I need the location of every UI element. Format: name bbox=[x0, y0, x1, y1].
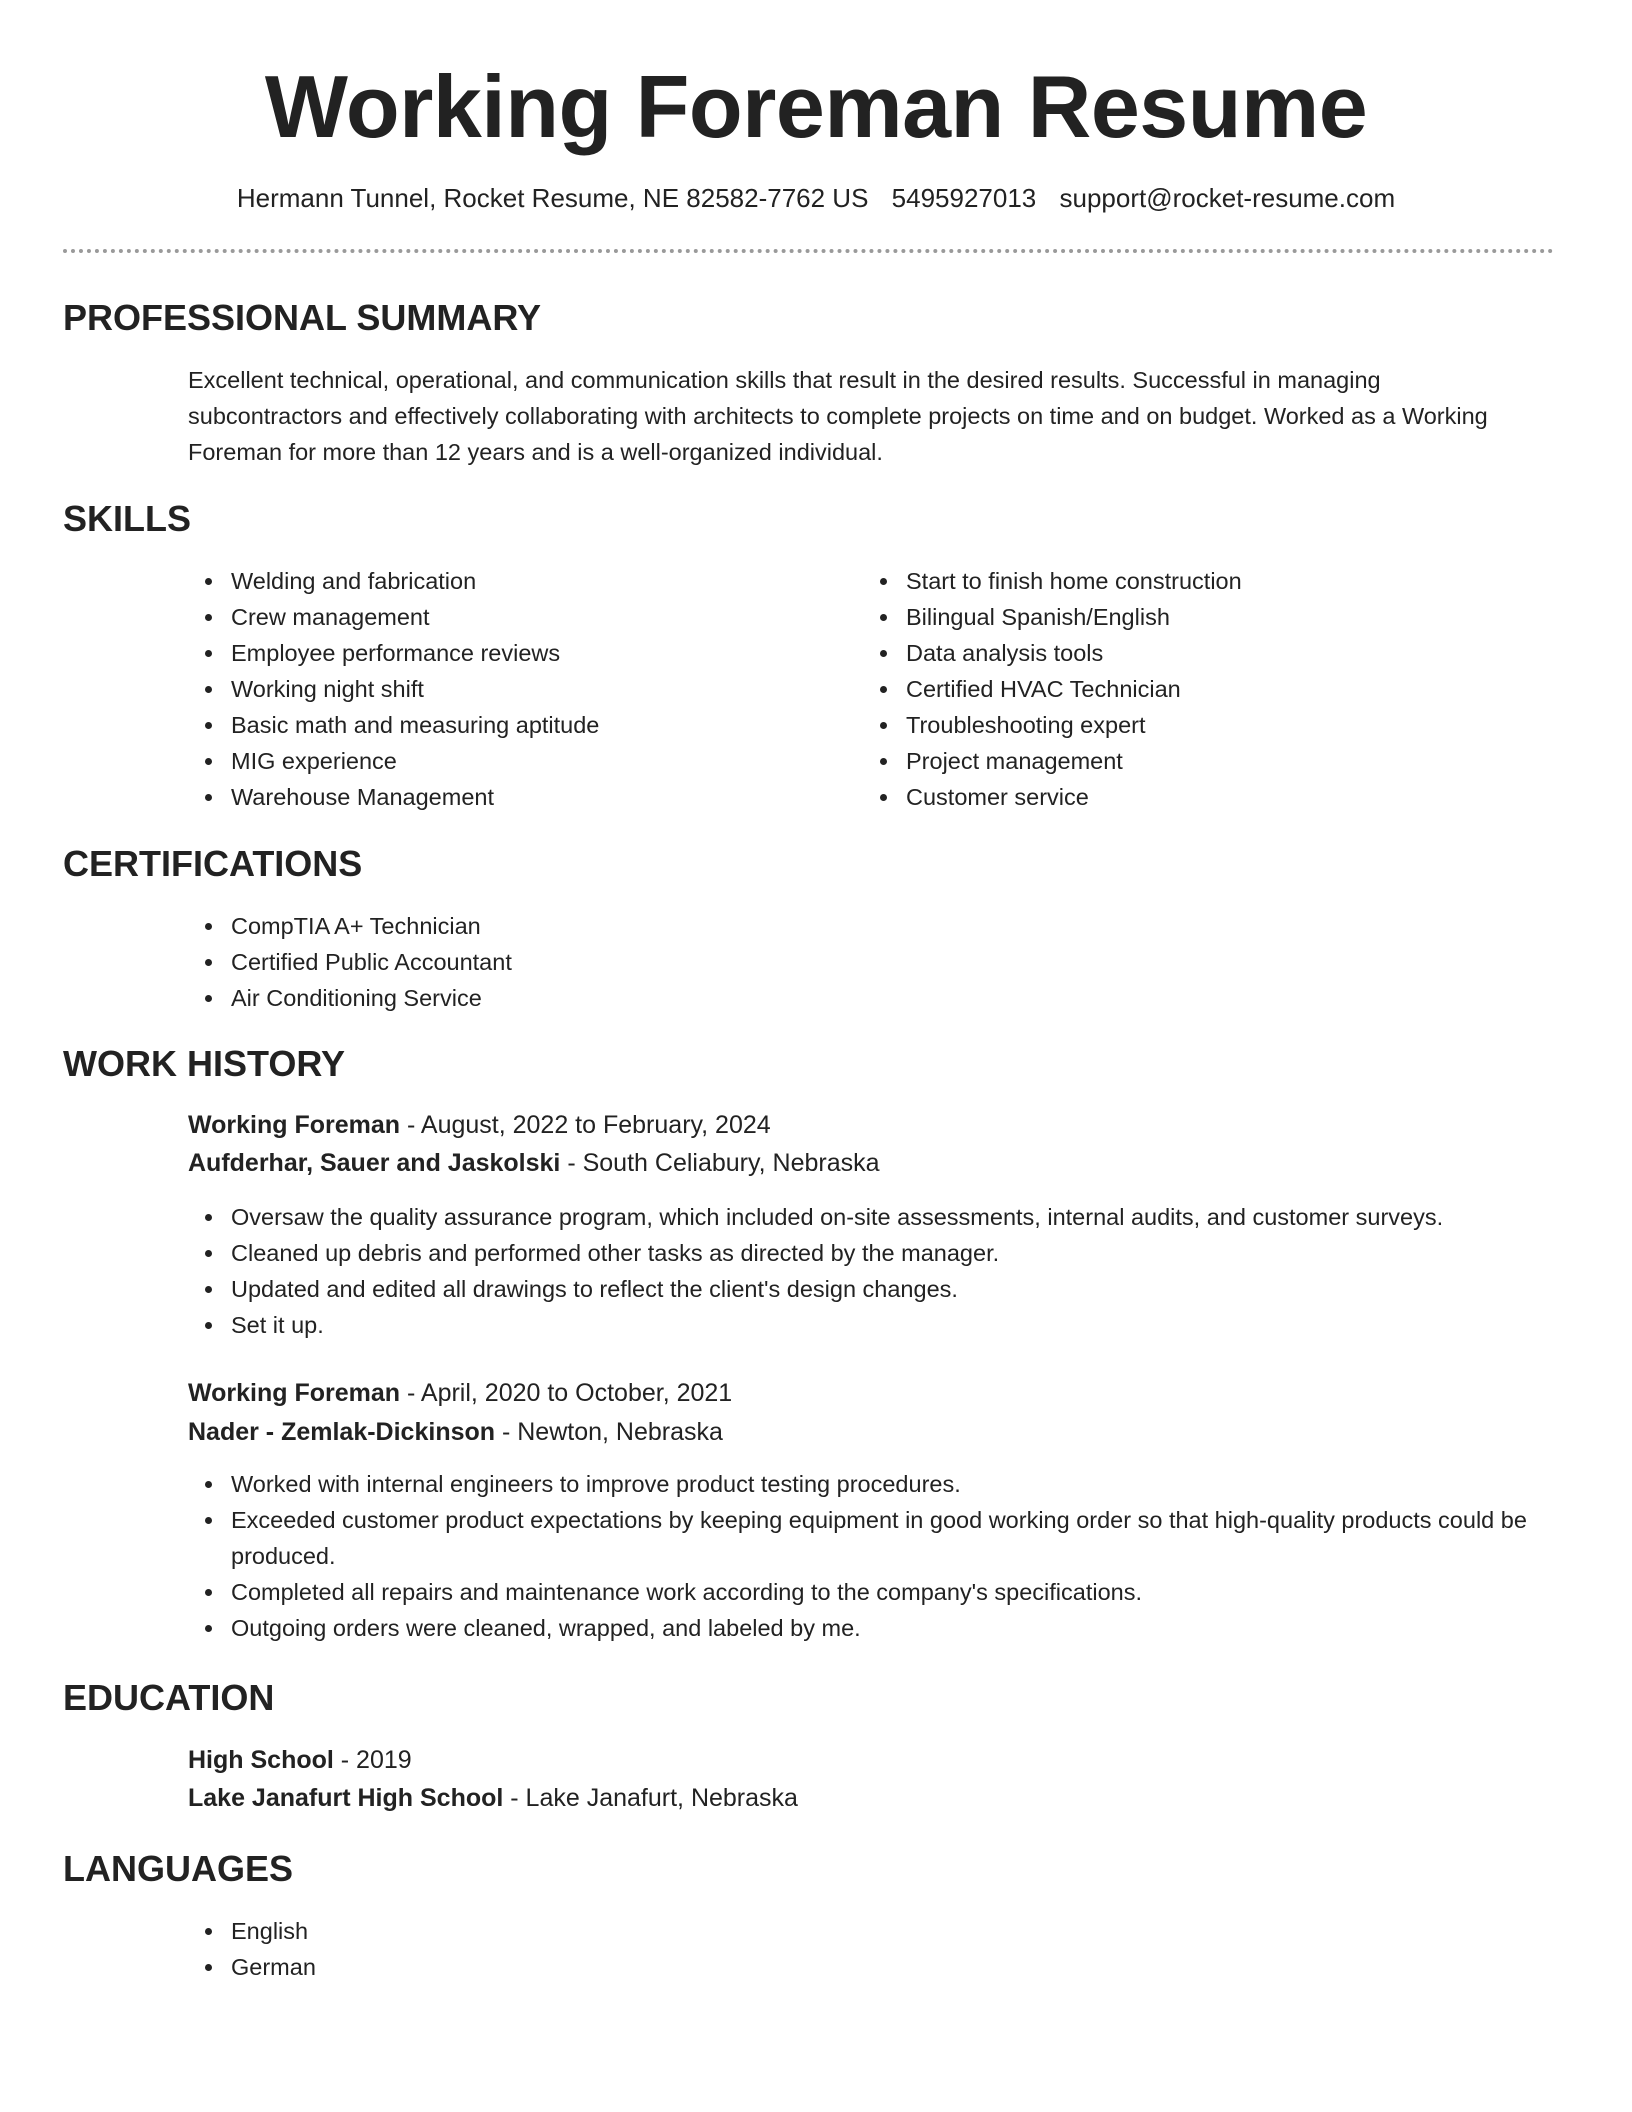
list-item: Outgoing orders were cleaned, wrapped, and labeled by me. bbox=[231, 1610, 1561, 1646]
skills-heading: SKILLS bbox=[63, 498, 192, 539]
job-title-line bbox=[188, 1374, 732, 1412]
list-item: Set it up. bbox=[231, 1307, 1561, 1343]
certifications-heading: CERTIFICATIONS bbox=[63, 843, 363, 884]
job-location: - South Celiabury, Nebraska bbox=[560, 1149, 880, 1177]
list-item: Air Conditioning Service bbox=[231, 980, 1531, 1016]
header-divider bbox=[63, 249, 1554, 253]
job-company-line bbox=[188, 1413, 723, 1451]
skills-list-right bbox=[863, 563, 1526, 815]
job-company: Nader - Zemlak-Dickinson bbox=[188, 1418, 496, 1446]
education-location: - Lake Janafurt, Nebraska bbox=[503, 1784, 798, 1812]
list-item: Oversaw the quality assurance program, which included on-site assessments, internal audits, and customer surveys. bbox=[231, 1199, 1561, 1235]
summary-heading: PROFESSIONAL SUMMARY bbox=[63, 297, 542, 338]
job-company: Aufderhar, Sauer and Jaskolski bbox=[188, 1149, 561, 1177]
list-item: Start to finish home construction bbox=[906, 563, 1526, 599]
list-item: Updated and edited all drawings to reflect the client's design changes. bbox=[231, 1271, 1561, 1307]
job-title-line bbox=[188, 1106, 771, 1144]
list-item: German bbox=[231, 1949, 1531, 1985]
job-dates: - August, 2022 to February, 2024 bbox=[400, 1111, 771, 1139]
job-dates: - April, 2020 to October, 2021 bbox=[400, 1379, 733, 1407]
list-item: Cleaned up debris and performed other tasks as directed by the manager. bbox=[231, 1235, 1561, 1271]
list-item: Basic math and measuring aptitude bbox=[231, 707, 851, 743]
job-bullets bbox=[188, 1466, 1561, 1646]
list-item: Certified HVAC Technician bbox=[906, 671, 1526, 707]
education-school: Lake Janafurt High School bbox=[188, 1784, 504, 1812]
list-item: Exceeded customer product expectations by keeping equipment in good working order so that high-quality products could be produced. bbox=[231, 1502, 1561, 1574]
list-item: Completed all repairs and maintenance work according to the company's specifications. bbox=[231, 1574, 1561, 1610]
list-item: Warehouse Management bbox=[231, 779, 851, 815]
contact-email: support@rocket-resume.com bbox=[1059, 183, 1396, 213]
education-year: - 2019 bbox=[333, 1746, 412, 1774]
work-history-heading: WORK HISTORY bbox=[63, 1043, 346, 1084]
languages-list bbox=[188, 1913, 1531, 1985]
list-item: English bbox=[231, 1913, 1531, 1949]
list-item: Troubleshooting expert bbox=[906, 707, 1526, 743]
list-item: Crew management bbox=[231, 599, 851, 635]
list-item: CompTIA A+ Technician bbox=[231, 908, 1531, 944]
summary-text: Excellent technical, operational, and communication skills that result in the desired results. Successful in managing subcontractors and effectively collaborating with architects to complete projects on time and on budget. Worked as a Working Foreman for more than 12 years and is a well-organized individual. bbox=[188, 367, 1488, 465]
list-item: Working night shift bbox=[231, 671, 851, 707]
job-title: Working Foreman bbox=[188, 1111, 401, 1139]
list-item: Worked with internal engineers to improve product testing procedures. bbox=[231, 1466, 1561, 1502]
list-item: MIG experience bbox=[231, 743, 851, 779]
contact-phone: 5495927013 bbox=[891, 183, 1037, 213]
job-title: Working Foreman bbox=[188, 1379, 401, 1407]
list-item: Project management bbox=[906, 743, 1526, 779]
list-item: Certified Public Accountant bbox=[231, 944, 1531, 980]
list-item: Employee performance reviews bbox=[231, 635, 851, 671]
contact-address: Hermann Tunnel, Rocket Resume, NE 82582-7762 US bbox=[236, 183, 869, 213]
contact-line bbox=[0, 180, 1632, 216]
job-bullets bbox=[188, 1199, 1561, 1343]
skills-list-left bbox=[188, 563, 851, 815]
list-item: Welding and fabrication bbox=[231, 563, 851, 599]
job-location: - Newton, Nebraska bbox=[495, 1418, 723, 1446]
list-item: Bilingual Spanish/English bbox=[906, 599, 1526, 635]
education-school-line bbox=[188, 1779, 798, 1817]
list-item: Data analysis tools bbox=[906, 635, 1526, 671]
list-item: Customer service bbox=[906, 779, 1526, 815]
job-company-line bbox=[188, 1144, 880, 1182]
resume-title: Working Foreman Resume bbox=[264, 57, 1368, 156]
languages-heading: LANGUAGES bbox=[63, 1848, 294, 1889]
education-degree: High School bbox=[188, 1746, 334, 1774]
education-heading: EDUCATION bbox=[63, 1677, 275, 1718]
education-degree-line bbox=[188, 1741, 412, 1779]
certifications-list bbox=[188, 908, 1531, 1016]
